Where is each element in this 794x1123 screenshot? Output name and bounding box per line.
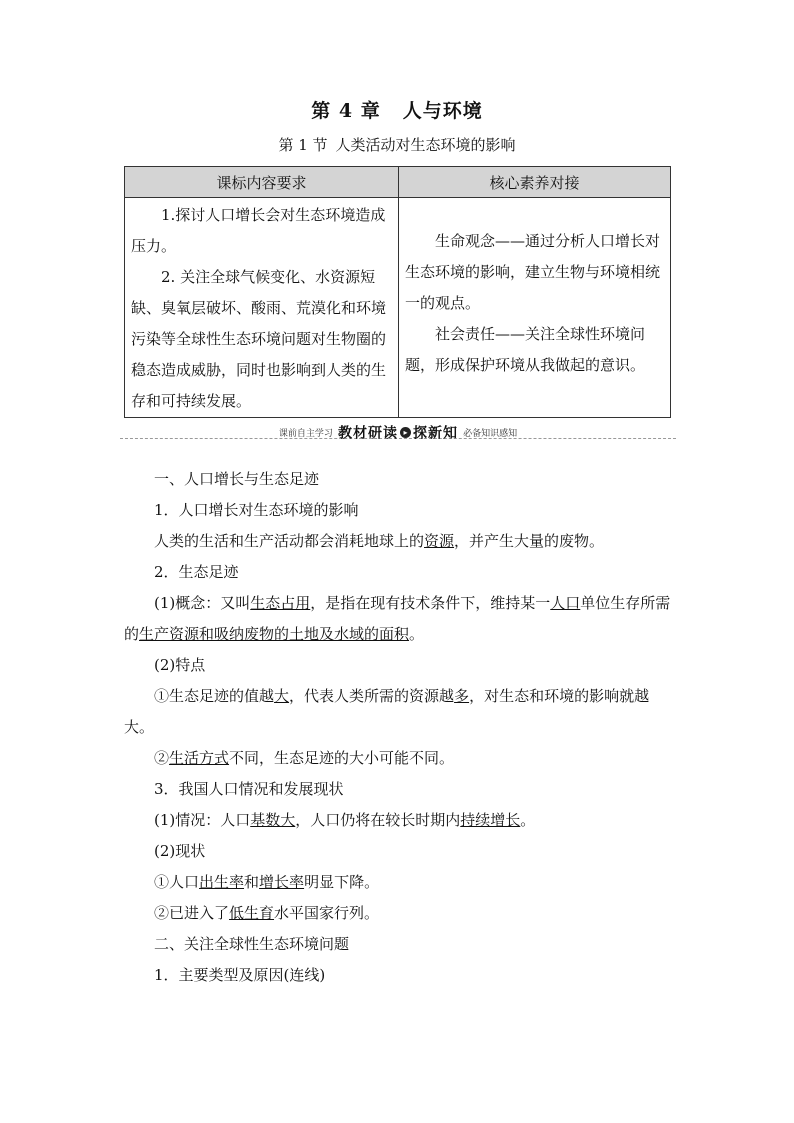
banner-main-1: 教材研读	[338, 425, 398, 442]
heading-global-issues: 二、关注全球性生态环境问题	[154, 935, 350, 953]
curriculum-requirements-cell	[125, 198, 399, 418]
text: ①生态足迹的值越	[154, 687, 275, 705]
subheading-ecological-footprint: 2．生态足迹	[154, 563, 239, 581]
section-name: 人类活动对生态环境的影响	[335, 136, 516, 154]
table-row	[125, 198, 671, 418]
paragraph-status-1	[124, 867, 676, 898]
paragraph-status-2	[124, 898, 676, 929]
underlined-term: 生活方式	[169, 749, 230, 767]
text: ，并产生大量的废物。	[454, 532, 605, 550]
underlined-term: 低生育	[229, 904, 275, 922]
underlined-term: 持续增长	[460, 811, 521, 829]
paragraph-feature-2	[124, 743, 676, 774]
subheading-impact: 1．人口增长对生态环境的影响	[154, 501, 359, 519]
underlined-term: 出生率	[199, 873, 245, 891]
underlined-term: 生产资源和吸纳废物的土地及水域的面积	[139, 625, 410, 643]
competency-1: 生命观念——通过分析人口增长对生态环境的影响，建立生物与环境相统一的观点。	[405, 232, 661, 312]
underlined-term: 增长率	[259, 873, 305, 891]
text: ，人口仍将在较长时期内	[295, 811, 461, 829]
text: (1)情况：人口	[154, 811, 251, 829]
section-number: 第 1 节	[278, 136, 328, 154]
text: 和	[244, 873, 260, 891]
table-header-row	[125, 167, 671, 198]
text: 单位生存所需的	[124, 594, 671, 643]
requirements-table	[124, 166, 671, 418]
main-content	[124, 464, 676, 991]
paragraph-impact	[124, 526, 676, 557]
header-core-competencies: 核心素养对接	[399, 167, 671, 198]
heading-population-growth: 一、人口增长与生态足迹	[154, 470, 320, 488]
header-curriculum-requirements: 课标内容要求	[125, 167, 399, 198]
text: ，对生态和环境的影响就越大。	[124, 687, 650, 736]
paragraph-feature-1	[124, 681, 676, 743]
underlined-term: 资源	[424, 532, 455, 550]
section-divider-banner	[120, 422, 676, 442]
text: (1)概念：又叫	[154, 594, 251, 612]
arrow-circle-icon: ▸	[400, 427, 411, 438]
underlined-term: 基数大	[250, 811, 296, 829]
section-title	[0, 134, 794, 155]
text: 。	[520, 811, 536, 829]
text: 人类的生活和生产活动都会消耗地球上的	[154, 532, 425, 550]
subheading-china-population: 3．我国人口情况和发展现状	[154, 780, 344, 798]
text: 明显下降。	[304, 873, 380, 891]
text: ②已进入了	[154, 904, 230, 922]
banner-prefix: 课前自主学习	[278, 429, 333, 439]
chapter-number: 第 4 章	[311, 100, 381, 122]
underlined-term: 人口	[550, 594, 581, 612]
requirement-2: 2. 关注全球气候变化、水资源短缺、臭氧层破坏、酸雨、荒漠化和环境污染等全球性生态环境问题对生物圈的稳态造成威胁，同时也影响到人类的生存和可持续发展。	[131, 268, 387, 410]
underlined-term: 生态占用	[250, 594, 311, 612]
core-competencies-cell	[399, 198, 671, 418]
text: ①人口	[154, 873, 200, 891]
subheading-types-causes: 1．主要类型及原因(连线)	[154, 966, 326, 984]
chapter-title	[0, 96, 794, 123]
requirement-1: 1.探讨人口增长会对生态环境造成压力。	[131, 206, 386, 255]
underlined-term: 多	[454, 687, 470, 705]
text: 不同，生态足迹的大小可能不同。	[229, 749, 455, 767]
competency-2: 社会责任——关注全球性环境问题，形成保护环境从我做起的意识。	[405, 325, 646, 374]
text: ，是指在现有技术条件下，维持某一	[310, 594, 551, 612]
banner-main-2: 探新知	[413, 425, 458, 442]
text: 。	[409, 625, 425, 643]
text: ②	[154, 749, 170, 767]
paragraph-concept	[124, 588, 676, 650]
banner-suffix: 必备知识感知	[463, 429, 518, 439]
text: 水平国家行列。	[274, 904, 380, 922]
paragraph-situation	[124, 805, 676, 836]
text: ，代表人类所需的资源越	[289, 687, 455, 705]
paragraph-features-label: (2)特点	[154, 656, 206, 674]
underlined-term: 大	[274, 687, 290, 705]
chapter-name: 人与环境	[402, 100, 483, 122]
paragraph-status-label: (2)现状	[154, 842, 206, 860]
